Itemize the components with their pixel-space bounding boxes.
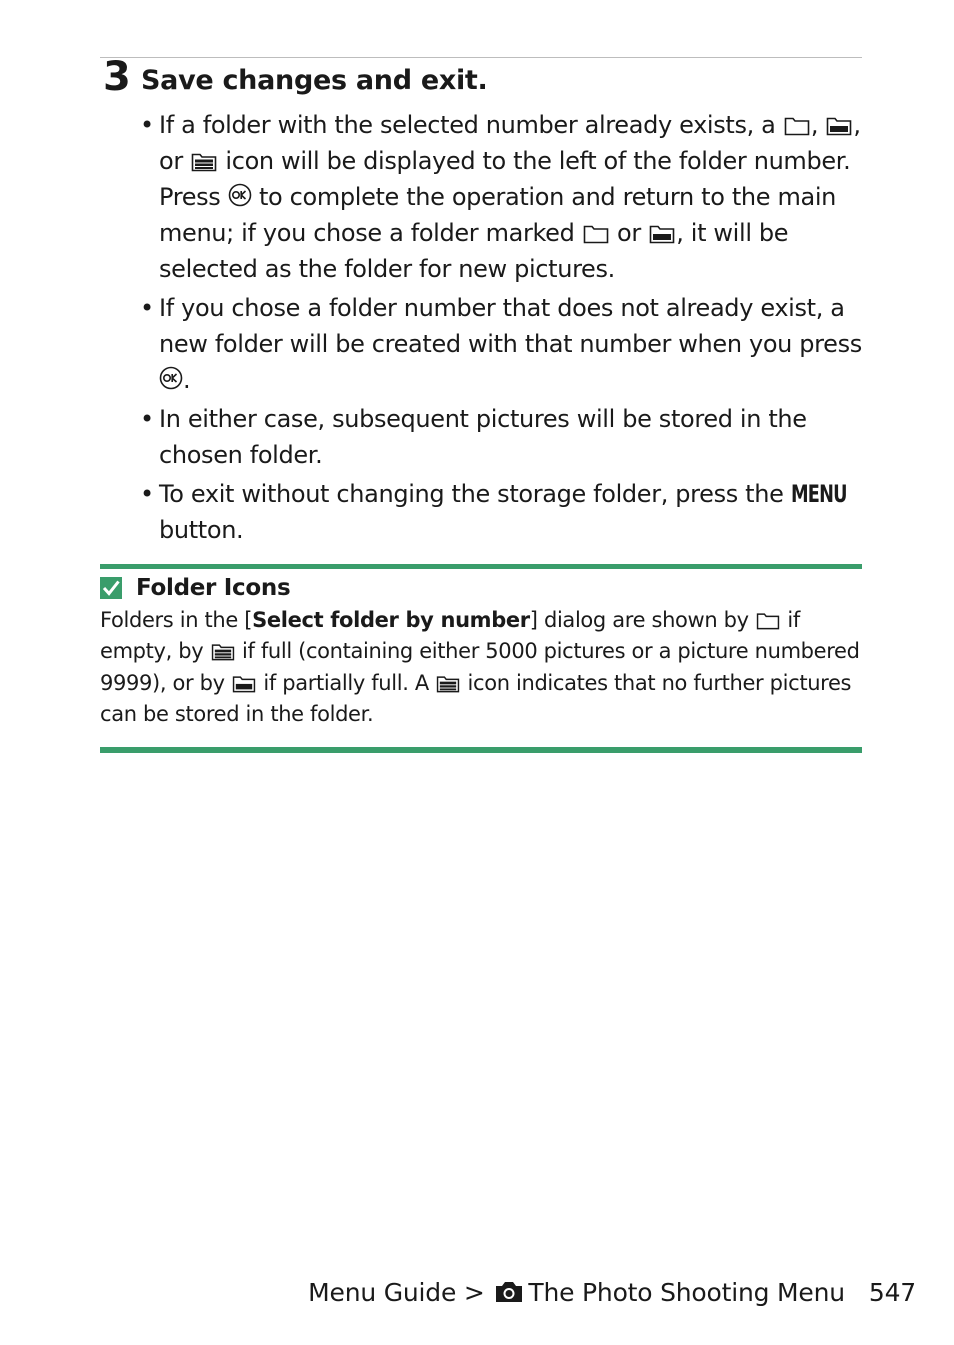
text: . bbox=[183, 366, 191, 394]
text: Folders in the [ bbox=[100, 608, 253, 632]
list-item bbox=[140, 107, 862, 287]
text: , it will be selected as the folder for new pictures. bbox=[159, 219, 789, 283]
note-bottom-bar bbox=[100, 747, 862, 753]
step-number: 3 bbox=[103, 54, 131, 100]
check-icon bbox=[100, 577, 122, 599]
note-body bbox=[100, 605, 862, 730]
text: if empty, by bbox=[100, 608, 800, 664]
folder-empty-icon bbox=[784, 114, 810, 136]
text: or bbox=[609, 219, 649, 247]
bullet-dot: • bbox=[140, 480, 154, 508]
folder-partial-icon bbox=[826, 114, 852, 136]
list-item bbox=[140, 290, 862, 398]
note-top-bar bbox=[100, 564, 862, 569]
ok-button-icon bbox=[228, 183, 252, 207]
text: Press bbox=[159, 183, 228, 211]
text: If you chose a folder number that does not already exist, a new folder will be created with that number when you press bbox=[159, 294, 862, 358]
note-title: Folder Icons bbox=[136, 575, 291, 601]
folder-empty-icon bbox=[756, 610, 780, 630]
text: if full (containing either 5000 pictures or a picture numbered 9999), or by bbox=[100, 639, 860, 695]
bullet-dot: • bbox=[140, 405, 154, 433]
menu-button-label: MENU bbox=[790, 480, 847, 508]
text: button. bbox=[159, 516, 244, 544]
footer-chapter: The Photo Shooting Menu bbox=[528, 1278, 845, 1307]
page-footer bbox=[308, 1276, 916, 1310]
menu-item-name: Select folder by number bbox=[252, 608, 530, 632]
text: In either case, subsequent pictures will be stored in the chosen folder. bbox=[159, 405, 807, 469]
text: if partially full. A bbox=[257, 670, 436, 695]
top-rule bbox=[100, 57, 862, 58]
folder-full-icon bbox=[211, 641, 235, 661]
camera-icon bbox=[494, 1280, 524, 1304]
ok-button-icon bbox=[159, 366, 183, 390]
folder-empty-icon bbox=[583, 222, 609, 244]
bullet-dot: • bbox=[140, 111, 154, 139]
step-title: Save changes and exit. bbox=[141, 65, 488, 96]
folder-partial-icon bbox=[649, 222, 675, 244]
text: To exit without changing the storage folder, press the bbox=[159, 480, 791, 508]
folder-partial-icon bbox=[232, 673, 256, 693]
text: to complete the operation and return to the main menu; if you chose a folder marked bbox=[159, 183, 837, 247]
instruction-list bbox=[140, 107, 862, 551]
text: , bbox=[853, 111, 861, 139]
text: , bbox=[810, 111, 826, 139]
folder-full-icon bbox=[191, 150, 217, 172]
text: ] dialog are shown by bbox=[529, 608, 756, 632]
text: If a folder with the selected number already exists, a bbox=[159, 111, 783, 139]
folder-full-icon bbox=[436, 673, 460, 693]
list-item bbox=[140, 476, 862, 548]
footer-section: Menu Guide > bbox=[308, 1278, 485, 1307]
text: icon indicates that no further pictures can be stored in the folder. bbox=[100, 670, 852, 726]
bullet-dot: • bbox=[140, 294, 154, 322]
page-number: 547 bbox=[868, 1278, 916, 1307]
list-item bbox=[140, 401, 862, 473]
text: or bbox=[159, 147, 191, 175]
text: icon will be displayed to the left of the folder number. bbox=[218, 147, 851, 175]
